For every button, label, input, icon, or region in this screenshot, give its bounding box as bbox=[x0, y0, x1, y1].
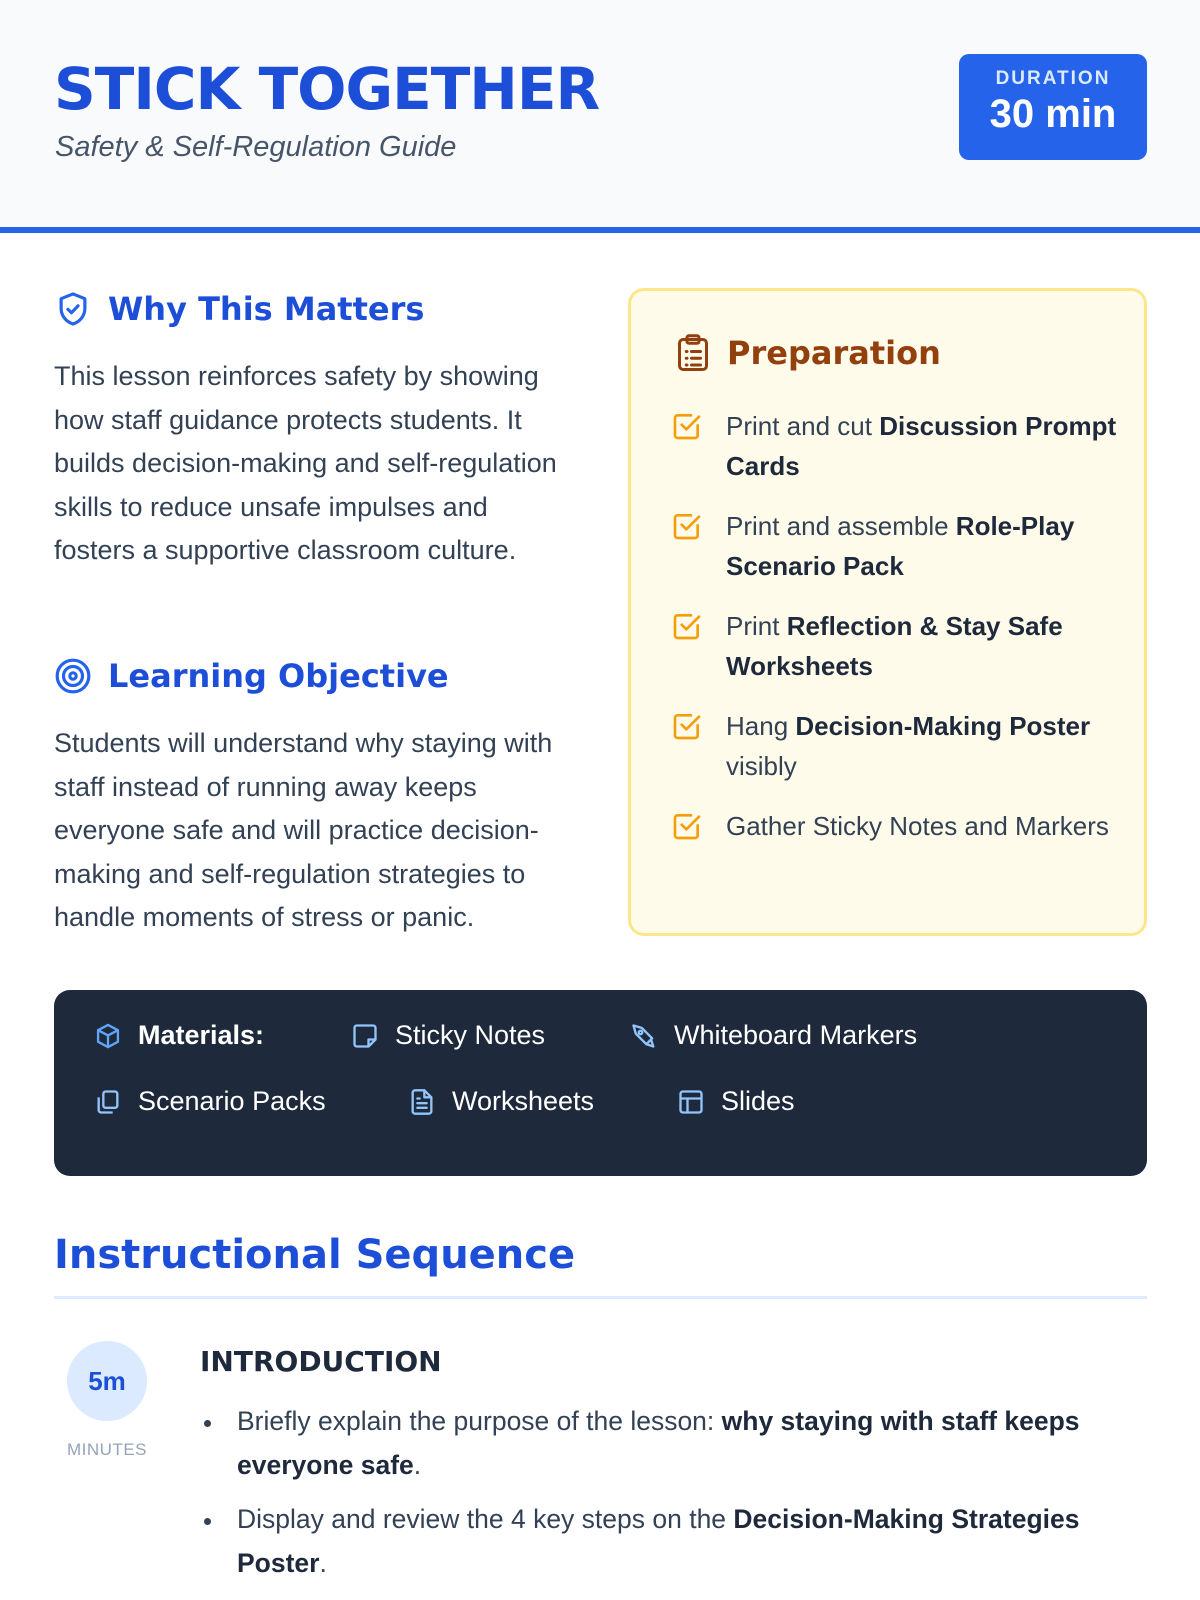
page-header bbox=[0, 0, 1200, 233]
material-item: Sticky Notes bbox=[351, 1020, 545, 1051]
step-bullet-list bbox=[200, 1400, 1140, 1596]
page-subtitle: Safety & Self-Regulation Guide bbox=[55, 131, 457, 163]
copy-icon bbox=[94, 1088, 122, 1116]
materials-label: Materials: bbox=[94, 1020, 264, 1051]
preparation-heading bbox=[675, 333, 941, 373]
prep-item: Hang Decision-Making Poster visibly bbox=[671, 706, 1121, 786]
preparation-card bbox=[628, 288, 1147, 936]
objective-heading bbox=[54, 657, 449, 695]
material-item: Whiteboard Markers bbox=[630, 1020, 917, 1051]
materials-bar bbox=[54, 990, 1147, 1176]
step-minutes-badge: 5m bbox=[67, 1341, 147, 1421]
why-text: This lesson reinforces safety by showing how staff guidance protects students. It builds decision-making and self-regulation skills to reduce unsafe impulses and fosters a supportive classroom culture. bbox=[54, 361, 557, 565]
target-icon bbox=[54, 657, 92, 695]
checkbox-icon bbox=[671, 610, 703, 642]
preparation-list bbox=[671, 406, 1121, 866]
step-bullet: Briefly explain the purpose of the lesson: why staying with staff keeps everyone safe. bbox=[200, 1400, 1140, 1487]
duration-badge bbox=[959, 54, 1147, 160]
step-minutes-unit: MINUTES bbox=[67, 1440, 147, 1459]
checkbox-icon bbox=[671, 510, 703, 542]
checkbox-icon bbox=[671, 810, 703, 842]
material-item: Scenario Packs bbox=[94, 1086, 326, 1117]
why-heading bbox=[54, 290, 424, 328]
material-item: Slides bbox=[677, 1086, 795, 1117]
why-title: Why This Matters bbox=[108, 290, 425, 328]
sequence-title: Instructional Sequence bbox=[54, 1232, 576, 1278]
clipboard-icon bbox=[675, 333, 711, 373]
duration-label: DURATION bbox=[995, 68, 1111, 89]
objective-text: Students will understand why staying with staff instead of running away keeps everyone safe and will practice decision-making and self-regulation strategies to handle moments of stress or panic. bbox=[54, 728, 553, 932]
prep-item: Print Reflection & Stay Safe Worksheets bbox=[671, 606, 1121, 686]
step-bullet: Display and review the 4 key steps on the Decision-Making Strategies Poster. bbox=[200, 1498, 1140, 1585]
marker-icon bbox=[630, 1022, 658, 1050]
preparation-title: Preparation bbox=[727, 334, 941, 372]
box-icon bbox=[94, 1022, 122, 1050]
prep-item: Print and assemble Role-Play Scenario Pack bbox=[671, 506, 1121, 586]
sequence-divider bbox=[54, 1296, 1147, 1299]
sticky-note-icon bbox=[351, 1022, 379, 1050]
page-title: STICK TOGETHER bbox=[54, 55, 600, 123]
duration-value: 30 min bbox=[989, 92, 1117, 136]
step-title: INTRODUCTION bbox=[200, 1345, 442, 1378]
shield-check-icon bbox=[54, 290, 92, 328]
material-item: Worksheets bbox=[408, 1086, 594, 1117]
checkbox-icon bbox=[671, 410, 703, 442]
document-icon bbox=[408, 1088, 436, 1116]
layout-icon bbox=[677, 1088, 705, 1116]
prep-item: Print and cut Discussion Prompt Cards bbox=[671, 406, 1121, 486]
checkbox-icon bbox=[671, 710, 703, 742]
objective-title: Learning Objective bbox=[108, 657, 449, 695]
prep-item: Gather Sticky Notes and Markers bbox=[671, 806, 1121, 846]
